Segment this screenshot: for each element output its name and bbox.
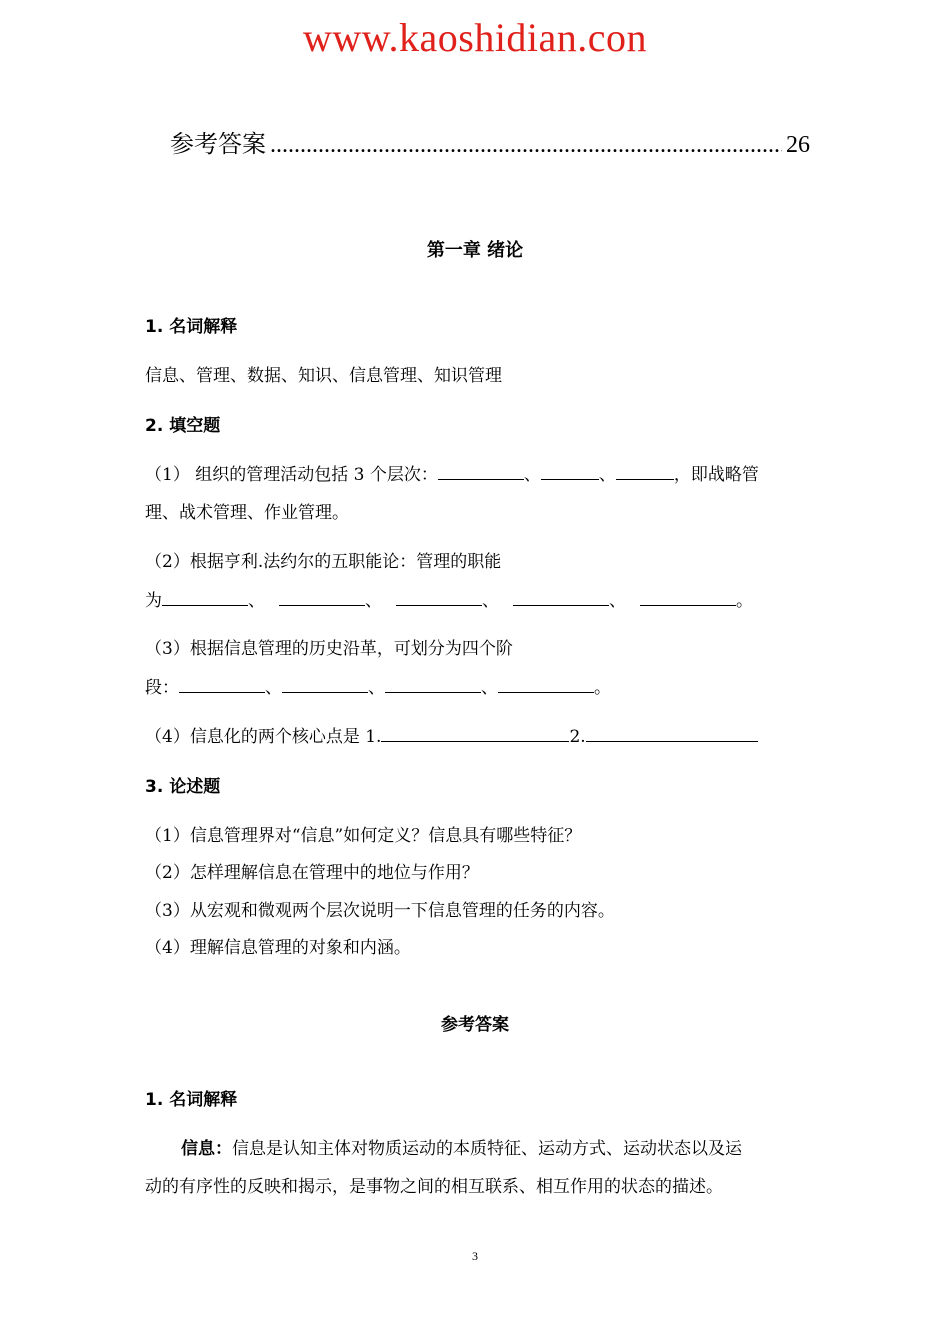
blank-field[interactable] [541,461,599,480]
section-heading-terms: 1. 名词解释 [145,317,238,337]
toc-page-number: 26 [786,132,810,158]
question-3-line-1: （3）根据信息管理的历史沿革，可划分为四个阶 [145,639,513,659]
blank-field[interactable] [616,461,674,480]
toc-entry[interactable] [170,124,810,159]
toc-leader-dots [270,132,782,159]
question-1-text: （1） 组织的管理活动包括 3 个层次： [145,465,438,485]
page-number: 3 [472,1249,478,1263]
answer-definition-line-1: 信息：信息是认知主体对物质运动的本质特征、运动方式、运动状态以及运 [181,1139,742,1159]
blank-field[interactable] [513,587,609,606]
blank-field[interactable] [396,587,482,606]
answer-definition-line-2: 动的有序性的反映和揭示，是事物之间的相互联系、相互作用的状态的描述。 [145,1177,723,1197]
blank-field[interactable] [385,674,481,693]
answers-title: 参考答案 [441,1015,509,1035]
section-heading-fill-blank: 2. 填空题 [145,416,221,436]
blank-field[interactable] [279,587,365,606]
answer-term: 信息： [181,1139,232,1159]
chapter-title: 第一章 绪论 [426,240,524,261]
blank-field[interactable] [586,723,758,742]
question-4: （4）信息化的两个核心点是 1. 2. [145,722,758,747]
blank-field[interactable] [282,674,368,693]
question-2-line-1: （2）根据亨利.法约尔的五职能论：管理的职能 [145,552,502,572]
question-2-line-2: 为 、 、 、 、 。 [145,586,753,611]
blank-field[interactable] [640,587,736,606]
question-1-line-2: 理、战术管理、作业管理。 [145,503,349,523]
essay-question: （2）怎样理解信息在管理中的地位与作用？ [145,863,479,883]
question-1-line-1: （1） 组织的管理活动包括 3 个层次： 、 、 ，即战略管 [145,460,759,485]
essay-question: （4）理解信息管理的对象和内涵。 [145,938,411,958]
toc-label: 参考答案 [170,130,266,158]
blank-field[interactable] [498,674,594,693]
blank-field[interactable] [162,587,248,606]
section-heading-essay: 3. 论述题 [145,777,221,797]
blank-field[interactable] [381,723,569,742]
terms-list: 信息、管理、数据、知识、信息管理、知识管理 [145,366,502,386]
essay-question: （3）从宏观和微观两个层次说明一下信息管理的任务的内容。 [145,901,615,921]
essay-question: （1）信息管理界对“信息”如何定义？信息具有哪些特征？ [145,826,582,846]
blank-field[interactable] [438,461,524,480]
watermark: www.kaoshidian.con [302,15,648,60]
blank-field[interactable] [179,674,265,693]
question-3-line-2: 段： 、 、 、 。 [145,673,611,698]
answers-section-heading: 1. 名词解释 [145,1090,238,1110]
